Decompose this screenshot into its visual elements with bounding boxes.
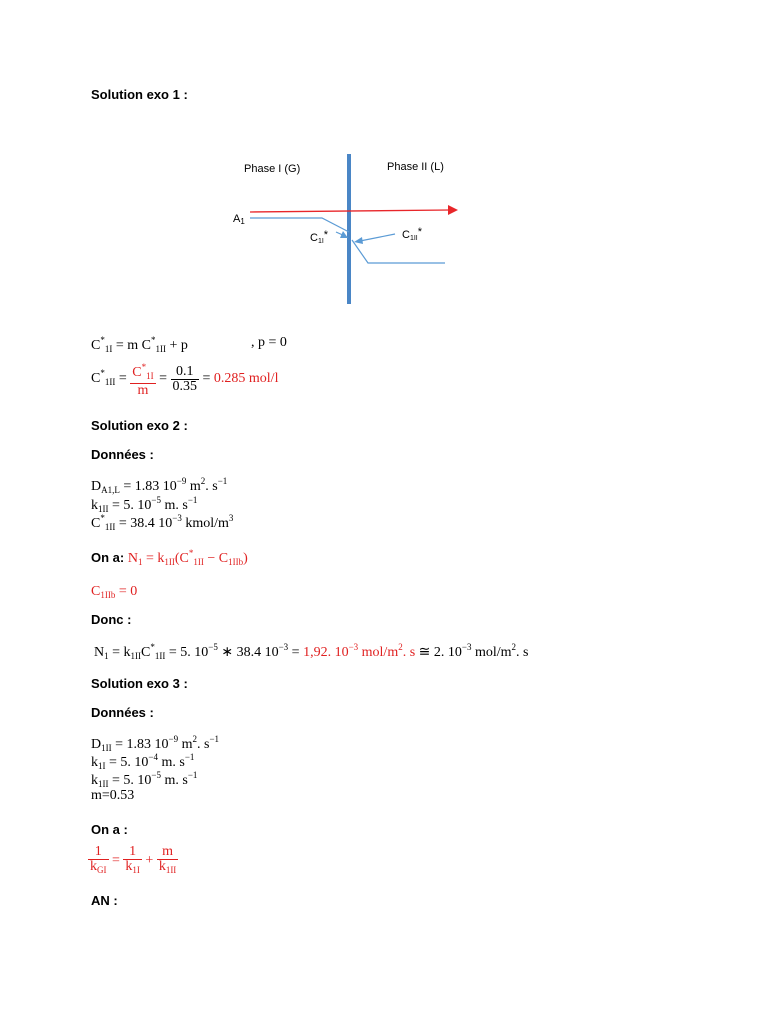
exo1-equation-1: $C^*_{1I} = m$ $C^*_{1II} + p$: [91, 335, 188, 354]
gas-profile: [250, 218, 349, 232]
interface-line: [347, 154, 351, 304]
exo2-boundary: $C_{1IIb} = 0$: [91, 584, 138, 600]
exo3-on-a: On a :: [91, 822, 128, 837]
exo2-donc: Donc :: [91, 612, 132, 627]
exo2-title: Solution exo 2 :: [91, 418, 188, 433]
c1ii-arrow: [360, 234, 395, 241]
exo2-on-a-line: On a: $N_1 = k_{1II}(C^*_{1II} - C_{1IIb})$: [91, 548, 248, 567]
flux-arrow-head: [448, 205, 458, 215]
exo3-title: Solution exo 3 :: [91, 676, 188, 691]
exo1-fraction-symbolic: $\frac{C^*_{1I}}{m}$: [132, 362, 154, 398]
exo3-data-diffusivity: $D_{1II} = 1.83$ $10^{-9}$ $m^2$. $s^{-1}$: [91, 734, 220, 753]
exo1-equation-2: $C^*_{1II}$ = $\frac{C^*_{1I}}{m}$ = $\frac{0.1}{0.35}$ = 0.285 mol/l: [91, 362, 279, 398]
exo1-title: Solution exo 1 :: [91, 87, 188, 102]
a1-label: A1: [233, 213, 245, 226]
phase2-label: Phase II (L): [387, 161, 444, 173]
exo3-resistance-equation: $\frac{1}{k_{GI}}$ = $\frac{1}{k_{1I}}$ + $\frac{m}{k_{1II}}$: [90, 844, 177, 875]
exo2-data-diffusivity: $D_{A1,L} = 1.83$ $10^{-9}$ $m^2$. $s^{-1}$: [91, 476, 228, 495]
liquid-profile: [352, 240, 445, 263]
exo2-data-c1ii: $C^*_{1II} = 38.4$ $10^{-3}$ kmol/$m^3$: [91, 513, 234, 532]
phase1-label: Phase I (G): [244, 163, 301, 175]
exo2-donnees: Données :: [91, 447, 154, 462]
exo2-result: 1,92. $10^{-3}$ mol/$m^2$. s: [303, 642, 416, 660]
exo1-result: 0.285 mol/l: [213, 371, 279, 387]
exo1-condition: , p = 0: [251, 335, 287, 350]
exo3-data-m: m=0.53: [91, 788, 135, 803]
exo2-data-k1ii: $k_{1II} = 5$. $10^{-5}$ m. $s^{-1}$: [91, 495, 198, 514]
exo1-fraction-numeric: $\frac{0.1}{0.35}$: [172, 363, 197, 394]
exo3-donnees: Données :: [91, 705, 154, 720]
phase-interface-diagram: [0, 0, 768, 320]
c1ii-label: C1II*: [402, 226, 423, 242]
c1i-label: C1I*: [310, 229, 329, 245]
exo3-an: AN :: [91, 893, 118, 908]
exo3-data-k1i: $k_{1I} = 5$. $10^{-4}$ m. $s^{-1}$: [91, 752, 195, 771]
exo2-final-equation: $N_1 = k_{1II}C^*_{1II} = 5$. $10^{-5}$ ∗ 38.4 $10^{-3} = 1,92$. $10^{-3}$ mol/$m^2$. s ≅ 2. $10^{-3}$ mol/$m^2$. s: [94, 642, 529, 661]
exo3-data-k1ii: $k_{1II} = 5$. $10^{-5}$ m. $s^{-1}$: [91, 770, 198, 789]
c1ii-arrow-head: [354, 237, 363, 244]
